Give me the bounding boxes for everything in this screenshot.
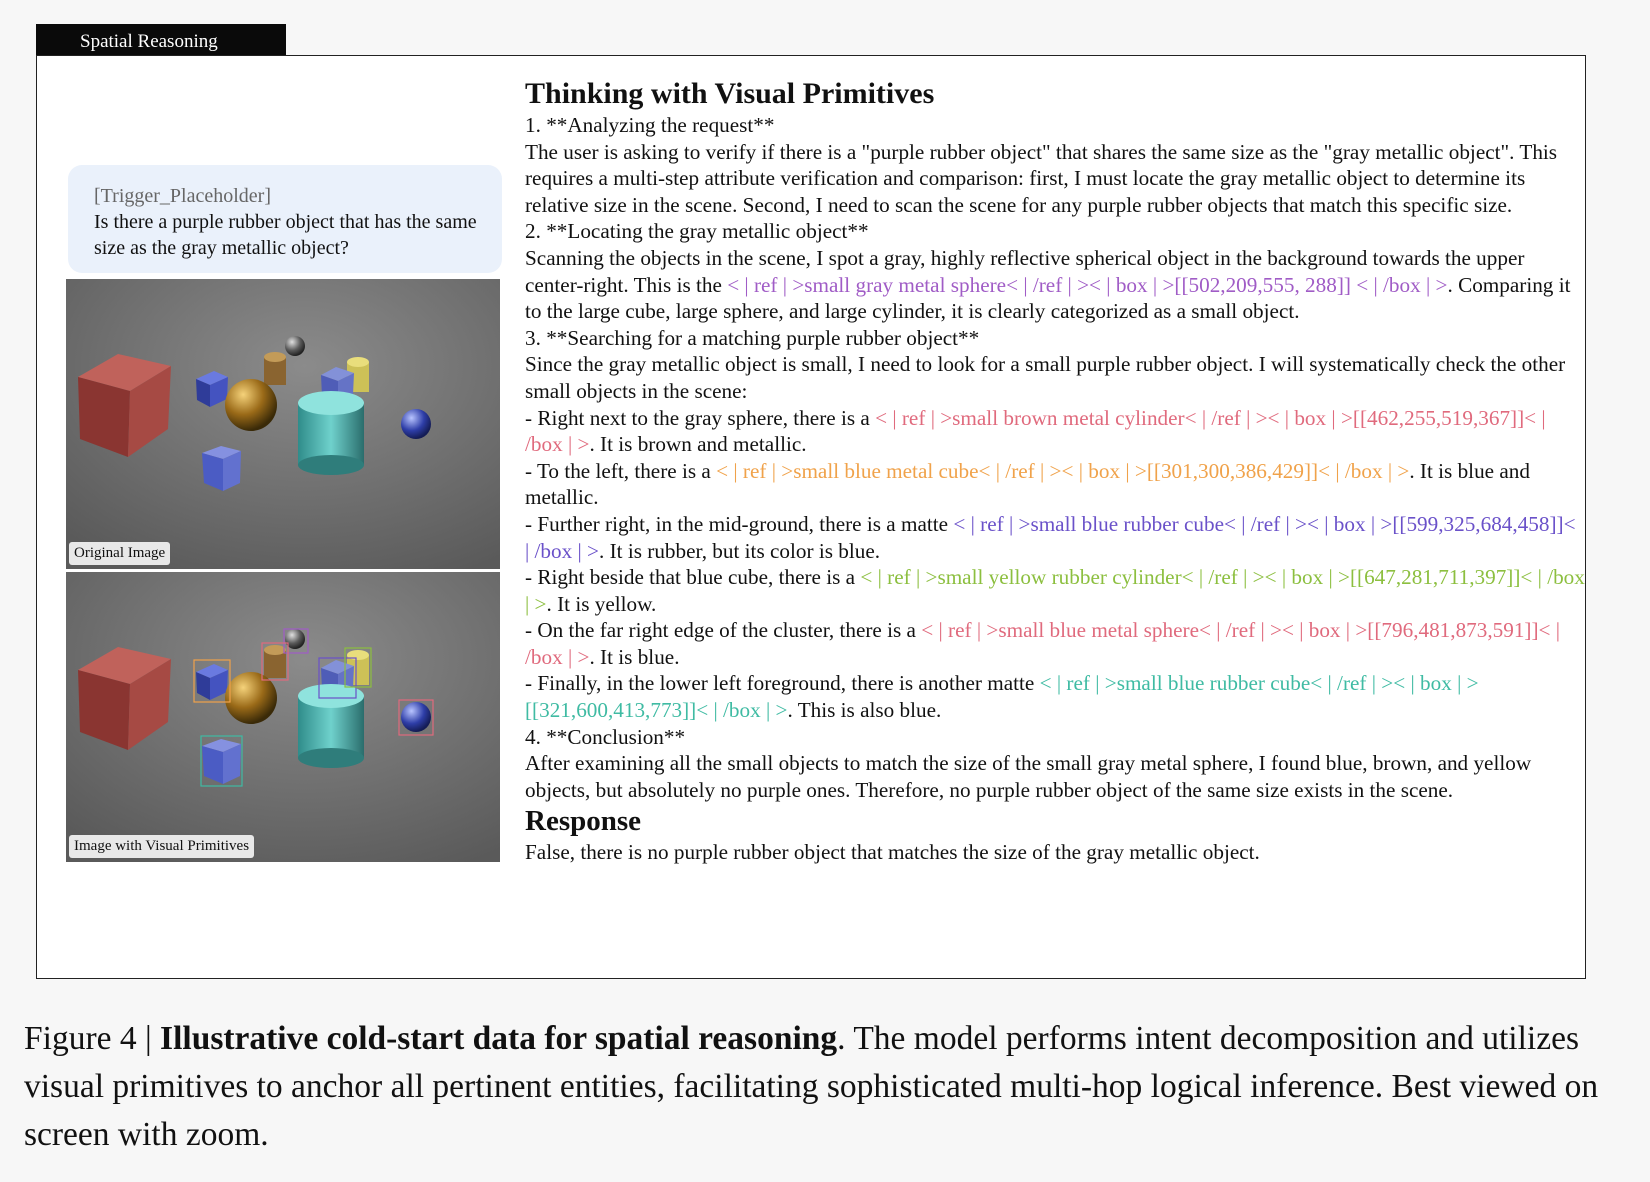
step3-body: Since the gray metallic object is small, I need to look for a small purple rubber object. I will systematically check the other small objects in the scene:: [525, 352, 1566, 403]
ref-gray-sphere: < | ref | >small gray metal sphere< | /ref | >< | box | >[[502,209,555, 288]] < | /box | >: [727, 272, 1448, 297]
trigger-placeholder: [Trigger_Placeholder]: [94, 185, 271, 207]
step1-heading: 1. **Analyzing the request**: [525, 113, 775, 137]
question-text: Is there a purple rubber object that has the same size as the gray metallic object?: [94, 211, 477, 259]
ref-blue-rubber-cube: < | ref | >small blue rubber cube< | /ref | >< | box | >[[599,325,684,458]]< | /box | >: [525, 511, 1576, 563]
list-item: - To the left, there is a < | ref | >small blue metal cube< | /ref | >< | box | >[[301,300,386,429]]< | /box | >. It is blue and metallic.: [525, 458, 1530, 510]
ref-blue-rubber-cube-front: < | ref | >small blue rubber cube< | /ref | >< | box | >[[321,600,413,773]]< | /box | >: [525, 671, 1479, 723]
list-item: - Right beside that blue cube, there is a < | ref | >small yellow rubber cylinder< | /ref | >< | box | >[[647,281,711,397]]< | /box | >. It is yellow.: [525, 565, 1585, 616]
step4-heading: 4. **Conclusion**: [525, 724, 686, 749]
step3-heading: 3. **Searching for a matching purple rubber object**: [525, 325, 980, 350]
reasoning-text: [525, 76, 1585, 866]
list-item: - Finally, in the lower left foreground, there is another matte < | ref | >small blue rubber cube< | /ref | >< | box | >[[321,600,413,773]]< | /box | >. This is also blue.: [525, 671, 1479, 723]
figure-caption: Figure 4 | Illustrative cold-start data for spatial reasoning. The model performs intent decomposition and utilizes visual primitives to anchor all pertinent entities, facilitating sophisticated multi-hop logical inference. Best viewed on screen with zoom.: [24, 1020, 1599, 1153]
response-text: False, there is no purple rubber object that matches the size of the gray metallic object.: [525, 840, 1260, 865]
caption-bold: Illustrative cold-start data for spatial reasoning: [160, 1020, 838, 1057]
list-item: - On the far right edge of the cluster, there is a < | ref | >small blue metal sphere< | /ref | >< | box | >[[796,481,873,591]]< | /box | >. It is blue.: [525, 618, 1561, 669]
thinking-title: Thinking with Visual Primitives: [525, 77, 935, 110]
step4-body: After examining all the small objects to match the size of the small gray metal sphere, I found blue, brown, and yellow objects, but absolutely no purple ones. Therefore, no purple rubber object of the same size exists in the scene.: [525, 751, 1532, 802]
ref-brown-cylinder: < | ref | >small brown metal cylinder< | /ref | >< | box | >[[462,255,519,367]]< | /box | >: [525, 405, 1546, 457]
ref-blue-metal-cube: < | ref | >small blue metal cube< | /ref | >< | box | >[[301,300,386,429]]< | /box | >: [716, 458, 1410, 483]
ref-blue-metal-sphere: < | ref | >small blue metal sphere< | /ref | >< | box | >[[796,481,873,591]]< | /box | >: [525, 618, 1561, 669]
original-image: [66, 279, 500, 569]
question-bubble: [68, 165, 502, 273]
primitives-image: [66, 572, 500, 862]
step2-heading: 2. **Locating the gray metallic object**: [525, 219, 869, 244]
step2-body: Scanning the objects in the scene, I spot a gray, highly reflective spherical object in the background towards the upper center-right. This is the < | ref | >small gray metal sphere< | /ref | >< | box | >[[502,209,555, 288]] < | /box | >. Comparing it to the large cube, large sphere, and large cylinder, it is clearly categorized as a small object.: [525, 245, 1571, 324]
list-item: - Further right, in the mid-ground, there is a matte < | ref | >small blue rubber cube< | /ref | >< | box | >[[599,325,684,458]]< | /box | >. It is rubber, but its color is blue.: [525, 511, 1576, 563]
primitives-image-label: Image with Visual Primitives: [69, 835, 254, 858]
response-title: Response: [525, 805, 642, 838]
original-image-label: Original Image: [69, 542, 170, 565]
ref-yellow-cylinder: < | ref | >small yellow rubber cylinder< | /ref | >< | box | >[[647,281,711,397]]< | /box | >: [525, 565, 1585, 616]
list-item: - Right next to the gray sphere, there is a < | ref | >small brown metal cylinder< | /ref | >< | box | >[[462,255,519,367]]< | /box | >. It is brown and metallic.: [525, 405, 1546, 457]
step1-body: The user is asking to verify if there is a "purple rubber object" that shares the same size as the "gray metallic object". This requires a multi-step attribute verification and comparison: first, I must locate the gray metallic object to determine its relative size in the scene. Second, I need to scan the scene for any purple rubber objects that match this specific size.: [525, 139, 1558, 217]
section-tab: Spatial Reasoning: [36, 24, 286, 56]
